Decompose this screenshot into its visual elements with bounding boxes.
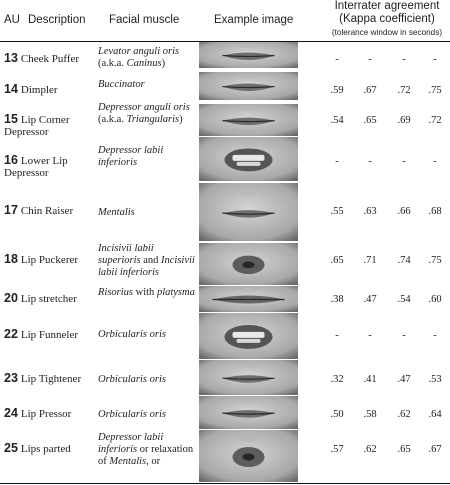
au-description: [4, 154, 96, 179]
kappa-value: -: [402, 54, 406, 65]
muscle-connector: (a.k.a.: [98, 114, 127, 125]
kappa-value: .54: [397, 294, 411, 305]
au-description: [4, 113, 96, 138]
au-description: [4, 83, 96, 96]
example-face-image: [199, 42, 298, 68]
table-row: [0, 44, 450, 70]
example-face-image: [199, 430, 298, 482]
table-row: [0, 183, 450, 242]
kappa-value: .67: [363, 85, 377, 96]
header-facial-muscle: Facial muscle: [109, 14, 180, 26]
table-row: [0, 430, 450, 482]
facial-muscle: [98, 79, 198, 91]
kappa-value: .32: [330, 374, 344, 385]
kappa-value: .50: [330, 409, 344, 420]
muscle-name: Depressor labii inferioris: [98, 432, 164, 455]
au-description-text: Lip Tightener: [20, 373, 82, 385]
header-interrater-agreement: [328, 0, 446, 39]
au-description: [4, 442, 96, 455]
kappa-value: -: [402, 156, 406, 167]
example-face-image: [199, 104, 298, 136]
muscle-name: Mentalis: [98, 207, 135, 218]
table-row: [0, 396, 450, 429]
kappa-value: .75: [428, 85, 442, 96]
facial-muscle: [98, 145, 198, 169]
kappa-value: .60: [428, 294, 442, 305]
kappa-value: .72: [428, 115, 442, 126]
kappa-value: .59: [330, 85, 344, 96]
kappa-value: .65: [363, 115, 377, 126]
au-number: 24: [4, 406, 18, 420]
table-row: [0, 243, 450, 285]
kappa-value: .38: [330, 294, 344, 305]
kappa-value: .66: [397, 206, 411, 217]
kappa-value: -: [368, 54, 372, 65]
kappa-value: -: [335, 156, 339, 167]
kappa-value: .64: [428, 409, 442, 420]
muscle-name: Incisivii labii superioris: [98, 243, 154, 266]
au-description: [4, 407, 96, 420]
au-description: [4, 52, 96, 65]
kappa-value: -: [368, 156, 372, 167]
example-face-image: [199, 72, 298, 100]
kappa-value: -: [402, 330, 406, 341]
example-face-image: [199, 396, 298, 429]
muscle-name: Buccinator: [98, 79, 145, 90]
muscle-name: Orbicularis oris: [98, 329, 166, 340]
kappa-value: .58: [363, 409, 377, 420]
facial-muscle: [98, 409, 198, 421]
kappa-value: .68: [428, 206, 442, 217]
header-agreement-line3: (tolerance window in seconds): [331, 28, 443, 37]
au-description: [4, 204, 96, 217]
facial-muscle: [98, 432, 198, 468]
au-number: 20: [4, 291, 18, 305]
kappa-value: -: [368, 330, 372, 341]
au-description: [4, 372, 96, 385]
au-number: 14: [4, 82, 18, 96]
au-number: 18: [4, 252, 18, 266]
table-row: [0, 72, 450, 100]
muscle-connector: with: [133, 287, 157, 298]
au-number: 15: [4, 112, 18, 126]
muscle-name: Orbicularis oris: [98, 374, 166, 385]
au-description-text: Lip stretcher: [20, 293, 77, 305]
au-number: 16: [4, 153, 18, 167]
au-description-text: Lower Lip Depressor: [4, 155, 68, 179]
au-description: [4, 292, 96, 305]
au-description-text: Lip Corner Depressor: [4, 114, 70, 138]
kappa-value: .62: [363, 444, 377, 455]
header-agreement-line1: Interrater agreement: [334, 0, 440, 12]
muscle-name: Levator anguli oris: [98, 46, 180, 57]
table-row: [0, 101, 450, 136]
muscle-connector: and: [140, 255, 162, 266]
facial-muscle: [98, 287, 198, 299]
kappa-value: .55: [330, 206, 344, 217]
au-number: 25: [4, 441, 18, 455]
muscle-name: Triangularis: [126, 114, 180, 125]
facial-muscle: [98, 102, 198, 126]
au-number: 13: [4, 51, 18, 65]
kappa-value: .53: [428, 374, 442, 385]
kappa-value: .63: [363, 206, 377, 217]
kappa-value: .75: [428, 255, 442, 266]
au-description-text: Lips parted: [20, 443, 71, 455]
kappa-value: -: [433, 54, 437, 65]
au-description-text: Lip Pressor: [20, 408, 72, 420]
muscle-name: Incisivii labii inferioris: [98, 255, 195, 278]
kappa-value: -: [433, 156, 437, 167]
muscle-connector: ): [161, 58, 166, 69]
kappa-value: .41: [363, 374, 377, 385]
kappa-value: .69: [397, 115, 411, 126]
header-example-image: Example image: [214, 14, 294, 26]
facial-muscle: [98, 46, 198, 70]
table-row: [0, 286, 450, 312]
muscle-connector: (a.k.a.: [98, 58, 127, 69]
au-description-text: Dimpler: [20, 84, 58, 96]
muscle-name: Depressor anguli oris: [98, 102, 190, 113]
au-description-text: Chin Raiser: [20, 205, 74, 217]
kappa-value: .47: [363, 294, 377, 305]
table-row: [0, 313, 450, 359]
kappa-value: .72: [397, 85, 411, 96]
muscle-connector: or relaxation of: [98, 444, 194, 467]
kappa-value: .74: [397, 255, 411, 266]
bottom-rule: [0, 483, 450, 484]
facial-muscle: [98, 329, 198, 341]
kappa-value: -: [433, 330, 437, 341]
au-description-text: Lip Funneler: [20, 329, 79, 341]
kappa-value: .57: [330, 444, 344, 455]
example-face-image: [199, 286, 298, 312]
header-agreement-line2: (Kappa coefficient): [339, 13, 435, 25]
muscle-name: Mentalis: [109, 456, 147, 467]
header-description: Description: [28, 14, 86, 26]
table-header: [0, 0, 450, 42]
kappa-value: .47: [397, 374, 411, 385]
kappa-value: .71: [363, 255, 377, 266]
muscle-connector: , or: [146, 456, 161, 467]
facial-muscle: [98, 207, 198, 219]
facial-muscle: [98, 243, 198, 279]
kappa-value: .65: [397, 444, 411, 455]
table-row: [0, 137, 450, 181]
kappa-value: .62: [397, 409, 411, 420]
facial-muscle: [98, 374, 198, 386]
kappa-value: .65: [330, 255, 344, 266]
muscle-name: Depressor labii inferioris: [98, 145, 164, 168]
kappa-value: -: [335, 330, 339, 341]
au-description: [4, 328, 96, 341]
au-description-text: Cheek Puffer: [20, 53, 80, 65]
table-row: [0, 360, 450, 395]
muscle-name: Risorius: [98, 287, 134, 298]
au-number: 23: [4, 371, 18, 385]
example-face-image: [199, 360, 298, 395]
muscle-name: Caninus: [126, 58, 162, 69]
kappa-value: .67: [428, 444, 442, 455]
muscle-name: Orbicularis oris: [98, 409, 166, 420]
muscle-name: platysma: [156, 287, 195, 298]
header-au: AU: [4, 14, 20, 26]
kappa-value: .54: [330, 115, 344, 126]
kappa-value: -: [335, 54, 339, 65]
au-number: 22: [4, 327, 18, 341]
muscle-connector: ): [179, 114, 183, 125]
example-face-image: [199, 313, 298, 359]
example-face-image: [199, 243, 298, 285]
example-face-image: [199, 183, 298, 241]
au-description-text: Lip Puckerer: [20, 254, 79, 266]
au-description: [4, 253, 96, 266]
example-face-image: [199, 137, 298, 181]
au-number: 17: [4, 203, 18, 217]
